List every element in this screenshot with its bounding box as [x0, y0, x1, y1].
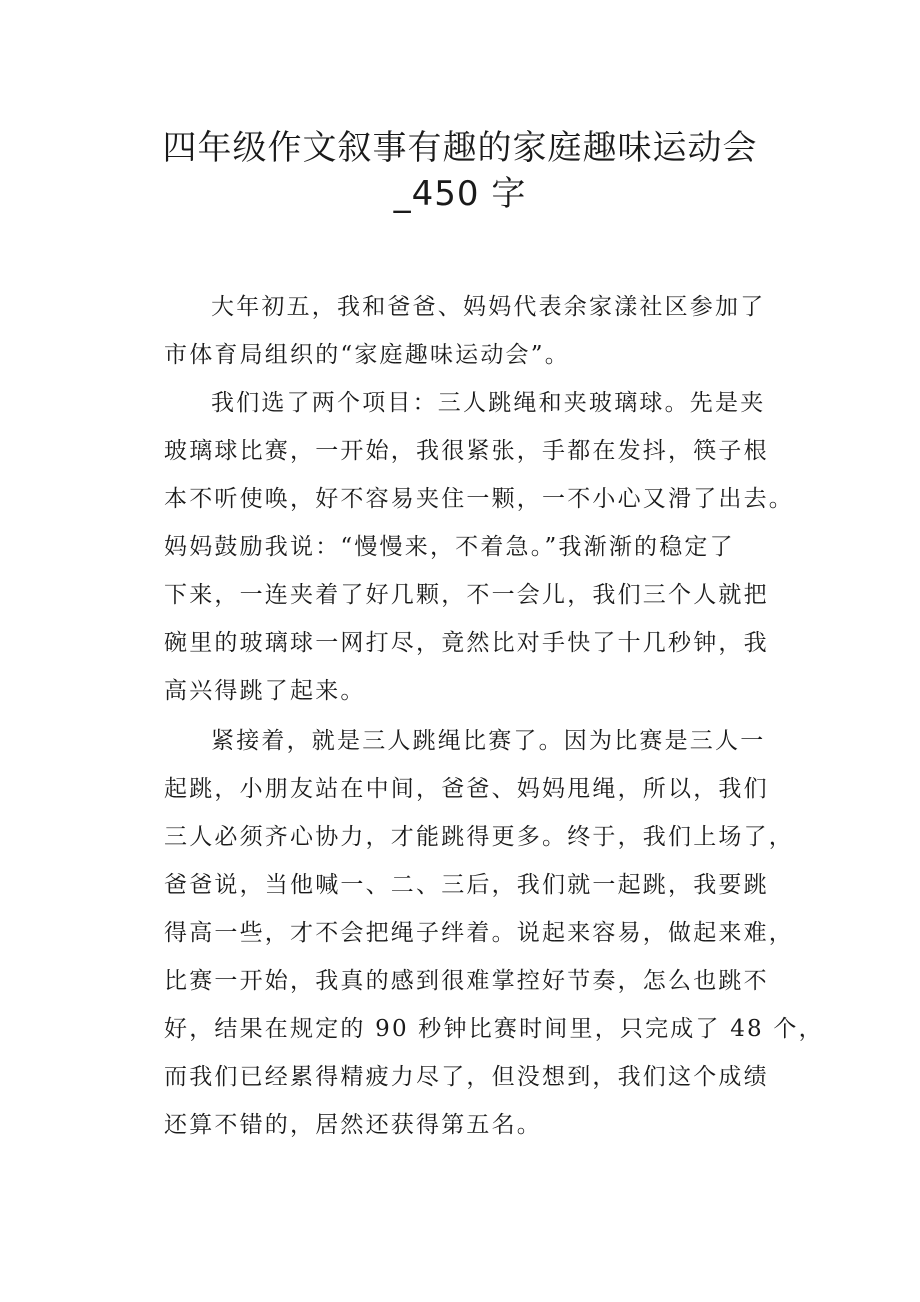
paragraph-2-line-3: 本不听使唤，好不容易夹住一颗，一不小心又滑了出去。	[164, 486, 794, 512]
paragraph-1-line-1: 大年初五，我和爸爸、妈妈代表余家漾社区参加了	[211, 294, 766, 320]
paragraph-2-line-5: 下来，一连夹着了好几颗，不一会儿，我们三个人就把	[164, 582, 769, 608]
document-title-line-2: _450 字	[393, 174, 527, 214]
paragraph-2-line-2: 玻璃球比赛，一开始，我很紧张，手都在发抖，筷子根	[164, 438, 769, 464]
paragraph-1-line-2: 市体育局组织的“家庭趣味运动会”。	[164, 342, 570, 368]
paragraph-3-line-5: 得高一些，才不会把绳子绊着。说起来容易，做起来难，	[164, 920, 794, 946]
paragraph-3-line-6: 比赛一开始，我真的感到很难掌控好节奏，怎么也跳不	[164, 968, 769, 994]
paragraph-3-line-3: 三人必须齐心协力，才能跳得更多。终于，我们上场了，	[164, 824, 794, 850]
paragraph-3-line-1: 紧接着，就是三人跳绳比赛了。因为比赛是三人一	[211, 728, 766, 754]
document-title-line-1: 四年级作文叙事有趣的家庭趣味运动会	[162, 128, 758, 168]
paragraph-3-line-4: 爸爸说，当他喊一、二、三后，我们就一起跳，我要跳	[164, 872, 769, 898]
paragraph-2-line-1: 我们选了两个项目：三人跳绳和夹玻璃球。先是夹	[211, 390, 766, 416]
paragraph-3-line-8: 而我们已经累得精疲力尽了，但没想到，我们这个成绩	[164, 1064, 769, 1090]
paragraph-2-line-6: 碗里的玻璃球一网打尽，竟然比对手快了十几秒钟，我	[164, 630, 769, 656]
paragraph-2-line-7: 高兴得跳了起来。	[164, 678, 366, 704]
paragraph-2-line-4: 妈妈鼓励我说：“慢慢来，不着急。”我渐渐的稳定了	[164, 534, 735, 560]
paragraph-3-line-9: 还算不错的，居然还获得第五名。	[164, 1112, 542, 1138]
paragraph-3-line-2: 起跳，小朋友站在中间，爸爸、妈妈甩绳，所以，我们	[164, 776, 769, 802]
paragraph-3-line-7: 好，结果在规定的 90 秒钟比赛时间里，只完成了 48 个，	[164, 1016, 824, 1042]
